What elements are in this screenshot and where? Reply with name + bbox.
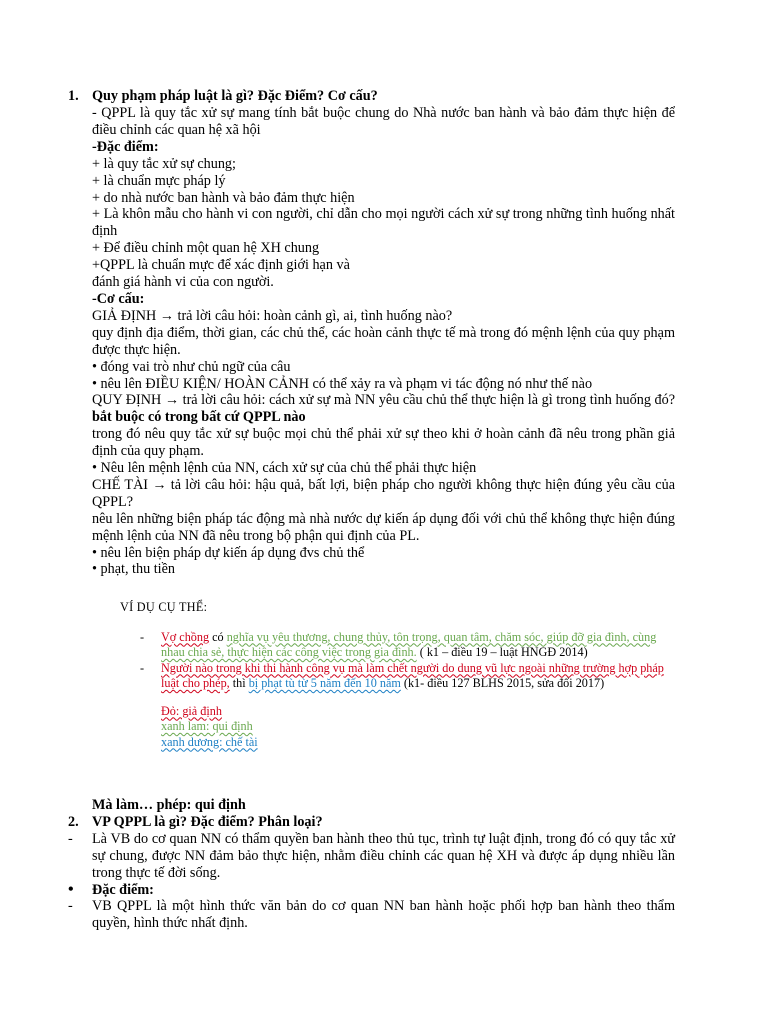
quy-dinh-bullet: • Nêu lên mệnh lệnh của NN, cách xử sự của chủ thể phải thực hiện [92, 460, 477, 477]
feature-item: + Là khôn mẫu cho hành vi con người, chỉ dẫn cho mọi người cách xử sự trong những tình huống nhất định [92, 206, 675, 240]
legend-che-tai: xanh dương: chế tài [161, 734, 258, 749]
che-tai-description: nêu lên những biện pháp tác động mà nhà nước dự kiến áp dụng đối với chủ thể không thực hiện đúng mệnh lệnh của NN đã nêu trong bộ phận qui định của PL. [92, 510, 675, 544]
section-2-heading [68, 814, 675, 831]
legend-gia-dinh: Đỏ: giả định [161, 703, 222, 718]
example-2-reference: (k1- điều 127 BLHS 2015, sửa đổi 2017) [400, 676, 605, 690]
feature-item: + do nhà nước ban hành và bảo đảm thực hiện [92, 189, 355, 206]
che-tai-bullet: • phạt, thu tiền [92, 561, 175, 578]
legend-quy-dinh: xanh lam: qui định [161, 719, 253, 733]
dash-mark: - [68, 830, 73, 847]
qppl-definition: - QPPL là quy tắc xử sự mang tính bắt buộc chung do Nhà nước ban hành và bảo đảm thực hiện để điều chỉnh các quan hệ xã hội [92, 105, 675, 138]
section-1-tail-note [68, 797, 675, 814]
dash-mark: - [68, 898, 73, 915]
example-1-rule: nghĩa vụ yêu thương, chung thủy, tôn trọng, quan tâm, chăm sóc, giúp đỡ gia đình, cùng nhau chia sẻ, thực hiện các công việc trong gia đình. [161, 629, 657, 659]
che-tai-bullet: • nêu lên biện pháp dự kiến áp dụng đvs chủ thể [92, 544, 365, 561]
quy-dinh-line: QUY ĐỊNH → trả lời câu hỏi: cách xử sự mà NN yêu cầu chủ thể thực hiện là gì trong tình huống đó? [92, 392, 675, 409]
section-1-title: Quy phạm pháp luật là gì? Đặc Điểm? Cơ cấu? [92, 88, 378, 104]
quy-dinh-bold-note: bắt buộc có trong bất cứ QPPL nào [92, 409, 306, 426]
che-tai-line: CHẾ TÀI → tả lời câu hỏi: hậu quả, bất lợi, biện pháp cho người không thực hiện đúng yêu cầu của QPPL? [92, 476, 675, 510]
bullet-icon: • [68, 880, 74, 898]
section-2-features-text: Đặc điểm: [92, 881, 154, 898]
examples-block [120, 600, 680, 750]
feature-item: đánh giá hành vi của con người. [92, 274, 274, 291]
quy-dinh-description: trong đó nêu quy tắc xử sự buộc mọi chủ thể phải xử sự theo khi ở hoàn cảnh đã nêu trong phần giả định của quy phạm. [92, 426, 675, 460]
feature-item: + Để điều chỉnh một quan hệ XH chung [92, 240, 320, 257]
section-2-feature-1-text: VB QPPL là một hình thức văn bản do cơ quan NN ban hành hoặc phối hợp ban hành theo thẩm quyền, hình thức nhất định. [92, 898, 675, 932]
section-2-title: VP QPPL là gì? Đặc điểm? Phân loại? [92, 813, 323, 830]
example-2 [120, 661, 680, 692]
example-1-condition: Vợ chồng [161, 629, 210, 644]
vbqppl-definition [68, 831, 675, 882]
feature-item: + là quy tắc xử sự chung; [92, 155, 236, 172]
section-2-number: 2. [68, 813, 79, 830]
features-heading: -Đặc điểm: [92, 138, 159, 155]
example-dash: - [140, 660, 145, 675]
example-dash: - [140, 629, 145, 644]
gia-dinh-line: GIẢ ĐỊNH → trả lời câu hỏi: hoàn cảnh gì, ai, tình huống nào? [92, 307, 453, 324]
feature-item: + là chuẩn mực pháp lý [92, 172, 226, 189]
gia-dinh-bullet: • đóng vai trò như chủ ngữ của câu [92, 358, 291, 375]
example-1 [120, 630, 680, 661]
vbqppl-definition-text: Là VB do cơ quan NN có thẩm quyền ban hành theo thủ tục, trình tự luật định, trong đó có quy tắc xử sự chung, được NN đảm bảo thực hiện, nhằm điều chỉnh các quan hệ XH và được áp dụng nhiều lần trong thực tế đời sống. [92, 830, 675, 881]
example-2-condition: Người nào trong khi thi hành công vụ mà làm chết người do dung vũ lực ngoài những trường hợp pháp luật cho phép, [161, 660, 664, 690]
section-1-body [92, 105, 675, 578]
feature-item: +QPPL là chuẩn mực để xác định giới hạn và [92, 257, 350, 274]
gia-dinh-description: quy định địa điểm, thời gian, các chủ thể, các hoàn cảnh thực tế mà trong đó mệnh lệnh của quy phạm được thực hiện. [92, 324, 675, 358]
examples-title: VÍ DỤ CỤ THỂ: [120, 600, 208, 614]
example-1-reference: ( k1 – điều 19 – luật HNGĐ 2014) [416, 645, 588, 659]
tail-text: Mà làm… phép: qui định [92, 797, 246, 813]
section-2-features-heading [68, 882, 675, 899]
structure-heading: -Cơ cấu: [92, 290, 145, 307]
section-2-feature-1 [68, 898, 675, 932]
section-2-block [68, 797, 675, 932]
gia-dinh-bullet: • nêu lên ĐIỀU KIỆN/ HOÀN CẢNH có thể xảy ra và phạm vi tác động nó như thế nào [92, 375, 593, 392]
example-2-connector: thì [229, 676, 249, 690]
section-1-number: 1. [68, 88, 79, 104]
example-2-sanction: bị phạt tù từ 5 năm đến 10 năm [248, 676, 401, 690]
color-legend [120, 704, 680, 751]
example-1-connector: có [209, 629, 227, 644]
